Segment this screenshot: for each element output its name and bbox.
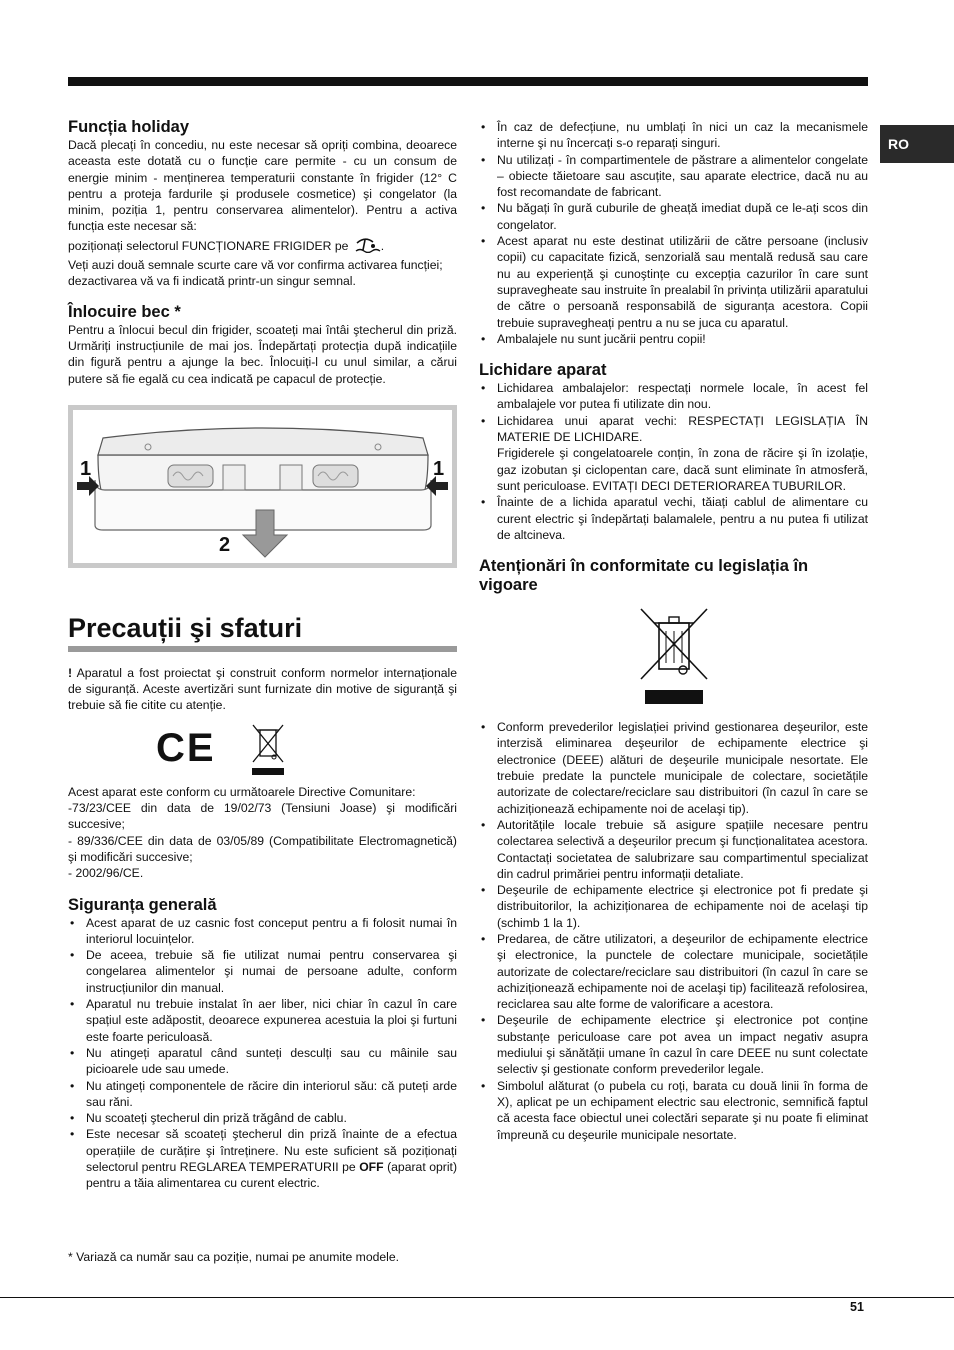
right-column xyxy=(479,119,868,1143)
weee-bin-icon xyxy=(250,722,286,776)
holiday-selector-end: . xyxy=(380,238,385,253)
list-item: • Acest aparat nu este destinat utilizării de către persoane (inclusiv copii) cu capacitate fizică, senzorială sau mentală redusă sau care nu au experiență şi cunoştințe cu excepția cazurilor în care sunt supravegheate sau instruite în prealabil în privința utilizării aparatului de către o persoană responsabilă de siguranța acestora. Copii trebuie supravegheați pentru a nu se juca cu aparatul. xyxy=(479,233,868,331)
holiday-paragraph-2 xyxy=(68,237,457,257)
directive-line: - 2002/96/CE. xyxy=(68,866,144,881)
holiday-title: Funcția holiday xyxy=(68,118,190,136)
disposal-item-2b: Frigiderele şi congelatoarele conțin, în zona de răcire şi în izolație, gaz izobutan şi ciclopentan care, dacă sunt eliminate în atmosferă, sunt periculoase. EVITAȚI DECI DETERIORAREA TUBURILOR. xyxy=(497,446,868,493)
language-tab: RO xyxy=(880,125,954,163)
holiday-icon xyxy=(355,237,381,257)
list-item: • Deşeurile de echipamente electrice şi electronice pot fi predate şi distribuitorilor, la achiziționarea de echipamente noi de acelaşi tip (schimb 1 la 1). xyxy=(479,882,868,931)
list-item: • Nu utilizați - în compartimentele de păstrare a alimentelor congelate – obiecte tăietoare sau ascuțite, sau aparate electrice, dacă nu au fost recomandate de fabricant. xyxy=(479,152,868,201)
bulb-title: Înlocuire bec * xyxy=(68,302,181,321)
directive-line: -73/23/CEE din data de 19/02/73 (Tensiuni Joase) şi modificări succesive; xyxy=(68,801,457,832)
list-item xyxy=(479,413,868,494)
directive-line: - 89/336/CEE din data de 03/05/89 (Compatibilitate Electromagnetică) şi modificări succesive; xyxy=(68,833,457,864)
list-item: • Nu atingeți componentele de răcire din interiorul său: că puteți arde sau răni. xyxy=(68,1078,457,1111)
safety-last-text-end: (aparat oprit) pentru a tăia alimentarea cu curent electric. xyxy=(86,1159,458,1191)
weee-symbol-large xyxy=(479,607,868,707)
disposal-item-2a: • Lichidarea unui aparat vechi: RESPECTAȚI LEGISLAȚIA ÎN MATERIE DE LICHIDARE. xyxy=(497,413,868,445)
list-item: • Aparatul nu trebuie instalat în aer liber, nici chiar în cazul în care spațiul este adăpostit, deoarece expunerea acestuia la ploi şi furtuni este foarte periculoasă. xyxy=(68,996,457,1045)
holiday-paragraph-3: Veți auzi două semnale scurte care vă vor confirma activarea funcției; dezactivarea vă va fi indicată printr-un singur semnal. xyxy=(68,258,443,289)
safety-title: Siguranța generală xyxy=(68,895,217,914)
precautions-intro-text: Aparatul a fost proiectat şi construit conform normelor internaționale de siguranță. Aceste avertizări sunt furnizate din motive de siguranță şi trebuie să fie citite cu atenție. xyxy=(68,665,457,713)
list-item: • Predarea, de către utilizatori, a deşeurilor de echipamente electrice şi electronice, la punctele de colectare municipale, societățile autorizate de colectare/reciclare sau distribuitori (în cazul în care se achiziționează echipamente noi de acelaşi tip) facilitează refolosirea, reciclarea sau alte forme de valorificare a acestora. xyxy=(479,931,868,1012)
disposal-title: Lichidare aparat xyxy=(479,361,607,380)
list-item: • Nu băgați în gură cuburile de gheață imediat după ce le-ați scos din congelator. xyxy=(479,200,868,233)
law-list xyxy=(479,719,868,1143)
precautions-intro xyxy=(68,665,457,714)
crossed-bin-icon xyxy=(639,607,709,705)
list-item: • Simbolul alăturat (o pubela cu roți, barata cu două linii în forma de X), aplicat pe un echipament electric sau electronic, semnifică faptul că acesta face obiectul unei colectări separate şi nu poate fi eliminat împreună cu deşeurile municipale nesortate. xyxy=(479,1078,868,1143)
list-item: • Nu scoateți ştecherul din priză trăgând de cablu. xyxy=(68,1110,457,1126)
ce-mark-icon: CE xyxy=(156,725,216,770)
list-item: • Deşeurile de echipamente electrice şi electronice pot conține substanțe periculoase care pot avea un impact negativ asupra mediului şi sănătății umane în cazul în care DEEE nu sunt colectate selectiv şi gestionate conform prevederilor legale. xyxy=(479,1012,868,1077)
list-item: • Lichidarea ambalajelor: respectați normele locale, în acest fel ambalajele vor putea fi utilizate din nou. xyxy=(479,380,868,413)
directive-line: Acest aparat este conform cu următoarele Directive Comunitare: xyxy=(68,784,416,799)
holiday-paragraph-1: Dacă plecați în concediu, nu este necesar să opriți combina, deoarece aceasta este dotată cu o funcție care permite - cu un consum de energie minim - menținerea temperaturii constante în frigider (12° C pentru a proteja fardurile şi produsele cosmetice) şi congelator (la minim, poziția 1, pentru conservarea alimentelor). Pentru a activa funcția este necesar să: xyxy=(68,138,457,234)
left-column xyxy=(68,118,457,1192)
list-item: • Nu atingeți aparatul când sunteți desculți sau cu mâinile sau picioarele ude sau umede. xyxy=(68,1045,457,1078)
compliance-symbols xyxy=(68,722,457,782)
footnote: * Variază ca număr sau ca poziție, numai pe anumite modele. xyxy=(68,1250,400,1264)
label-1-right: 1 xyxy=(433,457,445,480)
safety-last-text: Este necesar să scoateți ştecherul din priză înainte de a efectua operațiile de curățire şi întreținere. Nu este suficient să poziționați selectorul pentru REGLAREA TEMPERATURII pe xyxy=(86,1127,457,1174)
label-2: 2 xyxy=(219,533,231,556)
warning-mark: ! xyxy=(68,665,73,680)
disposal-list xyxy=(479,380,868,543)
list-item: • Înainte de a lichida aparatul vechi, tăiați cablul de alimentare cu curent electric şi îndepărtați balamalele, pentru a nu putea fi utilizat de altcineva. xyxy=(479,494,868,543)
precautions-continued-list xyxy=(479,119,868,347)
off-label: OFF xyxy=(359,1159,384,1174)
bulb-paragraph: Pentru a înlocui becul din frigider, scoateți mai întâi ştecherul din priză. Urmăriți instrucțiunile de mai jos. Îndepărtați protecția după indicațiile din figură pentru a ajunge la bec. Înlocuiți-l cu unul similar, a cărui putere să fie egală cu cea indicată pe capacul de protecție. xyxy=(68,322,457,386)
list-item: • Conform prevederilor legislației privind gestionarea deşeurilor, este interzisă eliminarea deşeurilor de echipamente electrice şi electronice (DEEE) alături de deşeurile municipale nesortate. Ele trebuie predate la punctele municipale de colectare, societățile autorizate de colectare/reciclare sau distribuitori (în cazul în care se achiziționează echipamente noi de acelaşi tip). xyxy=(479,719,868,817)
lamp-cover-illustration xyxy=(73,410,452,563)
footer-rule xyxy=(0,1297,954,1298)
law-title: Atenționări în conformitate cu legislația în vigoare xyxy=(479,557,809,595)
precautions-title: Precauții şi sfaturi xyxy=(68,612,457,652)
list-item: • De aceea, trebuie să fie utilizat numai pentru conservarea şi congelarea alimentelor şi numai de persoane adulte, conform instrucțiunilor din manual. xyxy=(68,947,457,996)
holiday-selector-text: poziționați selectorul FUNCȚIONARE FRIGIDER pe xyxy=(68,238,349,253)
safety-list xyxy=(68,915,457,1192)
page-number: 51 xyxy=(850,1300,864,1314)
bulb-replacement-figure xyxy=(68,405,457,568)
list-item: • Acest aparat de uz casnic fost conceput pentru a fi folosit numai în interiorul locuințelor. xyxy=(68,915,457,948)
list-item: • Ambalajele nu sunt jucării pentru copii! xyxy=(479,331,868,347)
label-1-left: 1 xyxy=(80,457,92,480)
list-item: • În caz de defecțiune, nu umblați în nici un caz la mecanismele interne şi nu încercați s-o reparați singuri. xyxy=(479,119,868,152)
list-item: • Autoritățile locale trebuie să asigure spațiile necesare pentru colectarea selectivă a deşeurilor precum şi funcționalitatea acestora. Contactați societatea de salubrizare sau compartimentul specializat din cadrul primăriei pentru informații detaliate. xyxy=(479,817,868,882)
directives-list xyxy=(68,784,457,882)
list-item xyxy=(68,1126,457,1191)
top-rule xyxy=(68,77,868,86)
